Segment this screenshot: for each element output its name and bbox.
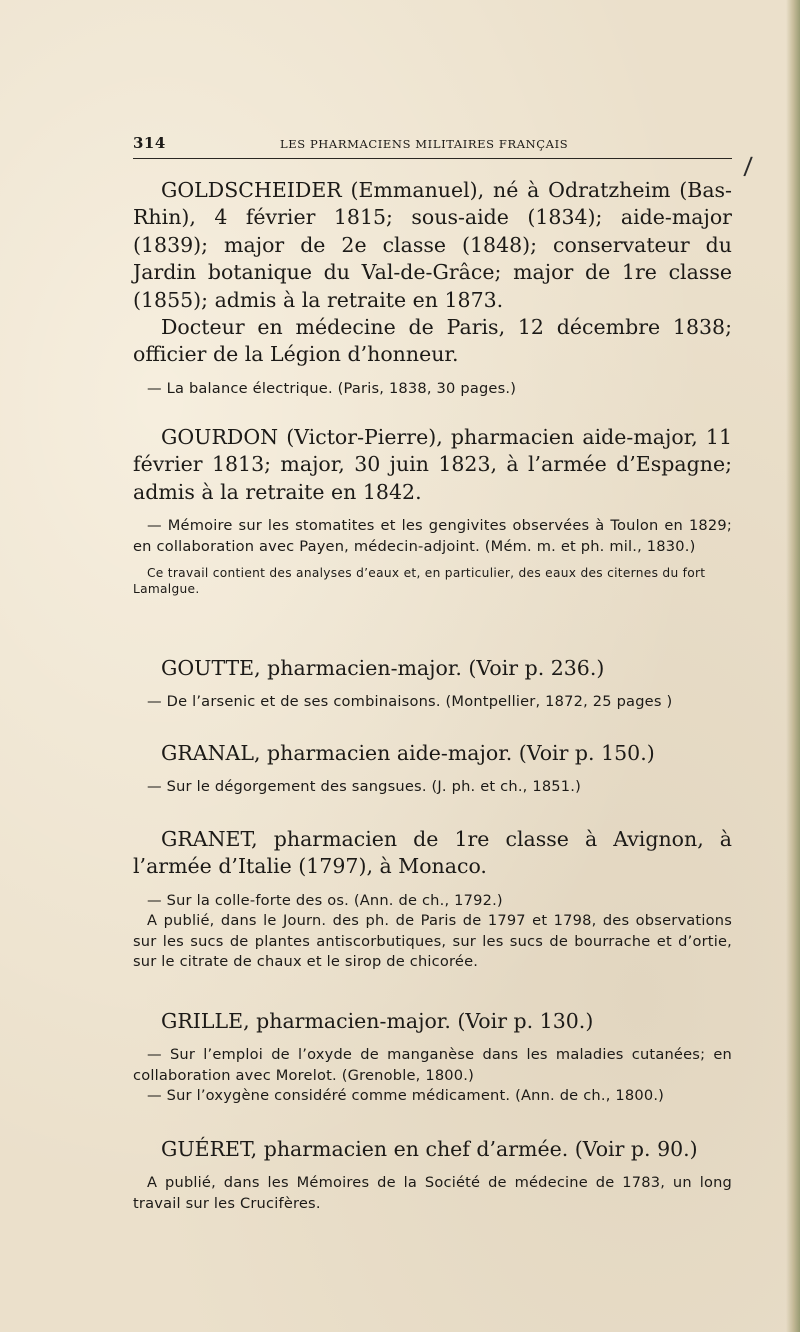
entry-heading-text: GOURDON (Victor-Pierre), pharmacien aide-major, 11 février 1813; major, 30 juin 1823, à l’armée d’Espagne; admis à la retraite en 1842. xyxy=(133,425,732,504)
entry-heading-text: GRANAL, pharmacien aide-major. (Voir p. 150.) xyxy=(161,741,655,765)
work-item: A publié, dans les Mémoires de la Société de médecine de 1783, un long travail sur les Crucifères. xyxy=(133,1174,732,1212)
entry-heading xyxy=(133,1136,732,1163)
stray-pen-mark: / xyxy=(743,151,754,181)
entry-heading xyxy=(133,740,732,767)
work-item: — Sur le dégorgement des sangsues. (J. ph. et ch., 1851.) xyxy=(147,778,582,796)
entry-heading-text: GUÉRET, pharmacien en chef d’armée. (Voir p. 90.) xyxy=(161,1137,698,1161)
work-item: A publié, dans le Journ. des ph. de Paris de 1797 et 1798, des observations sur les sucs de plantes antiscorbutiques, sur les sucs de bourrache et d’ortie, sur le citrate de chaux et le sirop de chicorée. xyxy=(133,912,732,971)
page-edge-shadow xyxy=(786,0,800,1332)
entry-grille xyxy=(133,1008,732,1107)
entry-heading-text: GOUTTE, pharmacien-major. (Voir p. 236.) xyxy=(161,656,605,680)
entry-heading-text: GOLDSCHEIDER (Emmanuel), né à Odratzheim (Bas-Rhin), 4 février 1815; sous-aide (1834); aide-major (1839); major de 2e classe (1848); conservateur du Jardin botanique du Val-de-Grâce; major de 1re classe (1855); admis à la retraite en 1873. xyxy=(133,178,732,312)
entry-goutte xyxy=(133,655,732,713)
entry-heading xyxy=(133,177,732,369)
entry-gueret xyxy=(133,1136,732,1214)
entry-gourdon xyxy=(133,424,732,597)
entry-heading xyxy=(133,1008,732,1035)
entry-granet xyxy=(133,826,732,973)
entry-heading xyxy=(133,424,732,506)
entry-heading xyxy=(133,655,732,682)
entry-continuation-text: Docteur en médecine de Paris, 12 décembre 1838; officier de la Légion d’honneur. xyxy=(133,315,732,367)
entry-heading xyxy=(133,826,732,881)
entry-granal xyxy=(133,740,732,798)
work-item: — La balance électrique. (Paris, 1838, 30 pages.) xyxy=(147,379,517,397)
running-head: LES PHARMACIENS MILITAIRES FRANÇAIS xyxy=(280,137,569,151)
work-note: Ce travail contient des analyses d’eaux et, en particulier, des eaux des citernes du fort Lamalgue. xyxy=(133,566,706,597)
work-item: — Mémoire sur les stomatites et les gengivites observées à Toulon en 1829; en collaboration avec Payen, médecin-adjoint. (Mém. m. et ph. mil., 1830.) xyxy=(133,517,732,555)
work-item: — Sur la colle-forte des os. (Ann. de ch., 1792.) xyxy=(147,891,503,909)
work-item: — De l’arsenic et de ses combinaisons. (Montpellier, 1872, 25 pages ) xyxy=(147,693,673,711)
entry-heading-text: GRILLE, pharmacien-major. (Voir p. 130.) xyxy=(161,1009,594,1033)
header-rule xyxy=(133,158,732,159)
page-number: 314 xyxy=(133,134,166,152)
work-item: — Sur l’emploi de l’oxyde de manganèse dans les maladies cutanées; en collaboration avec Morelot. (Grenoble, 1800.) xyxy=(133,1046,732,1084)
entry-goldscheider xyxy=(133,177,732,399)
entry-heading-text: GRANET, pharmacien de 1re classe à Avignon, à l’armée d’Italie (1797), à Monaco. xyxy=(133,827,732,879)
work-item: — Sur l’oxygène considéré comme médicament. (Ann. de ch., 1800.) xyxy=(147,1087,665,1105)
